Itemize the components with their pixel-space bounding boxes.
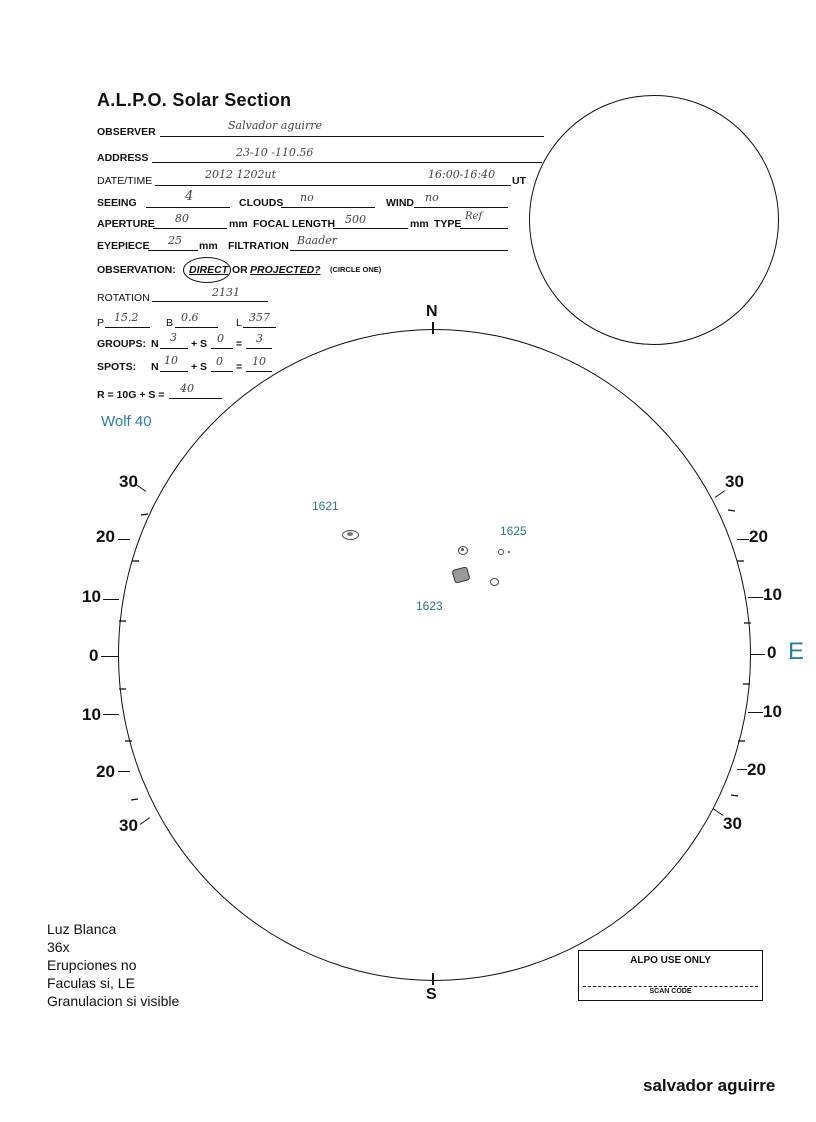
right-tick-mark-10s xyxy=(748,712,763,713)
type-label: TYPE xyxy=(434,218,462,230)
b-value[interactable]: 0.6 xyxy=(181,311,199,324)
ut-label: UT xyxy=(512,175,526,187)
groups-total-value[interactable]: 3 xyxy=(256,332,263,345)
address-label: ADDRESS xyxy=(97,152,149,164)
left-tick-mark-0 xyxy=(101,656,119,657)
direct-option[interactable]: DIRECT xyxy=(189,264,229,276)
sunspot-1625-b xyxy=(498,549,504,555)
projected-option[interactable]: PROJECTED? xyxy=(250,264,321,276)
time-value[interactable]: 16:00-16:40 xyxy=(428,168,496,181)
filtration-value[interactable]: Baader xyxy=(297,234,338,247)
alpo-use-only-box xyxy=(578,950,763,1001)
spots-n-value[interactable]: 10 xyxy=(164,354,178,367)
right-tick-mark-10n xyxy=(748,597,763,598)
right-tick-20-north: 20 xyxy=(749,527,768,546)
groups-n-value[interactable]: 3 xyxy=(170,331,177,344)
right-tick-30-south: 30 xyxy=(723,814,742,833)
spots-n-label: N xyxy=(151,361,159,373)
focal-length-label: FOCAL LENGTH xyxy=(253,218,336,230)
r-label: R = 10G + S = xyxy=(97,389,165,401)
sunspot-1625-c xyxy=(508,551,510,553)
eyepiece-value[interactable]: 25 xyxy=(168,234,182,247)
right-tick-0: 0 xyxy=(767,643,777,662)
groups-s-label: + S xyxy=(191,338,208,350)
p-label: P xyxy=(97,317,105,329)
note-line: 36x xyxy=(47,939,70,955)
north-label: N xyxy=(426,303,438,320)
right-tick-10-south: 10 xyxy=(763,702,782,721)
rotation-label: ROTATION xyxy=(97,292,150,304)
sunspot-1625-a-umbra xyxy=(461,548,464,551)
observer-label: OBSERVER xyxy=(97,126,156,138)
b-label: B xyxy=(166,317,174,329)
signature: salvador aguirre xyxy=(643,1076,776,1095)
clouds-value[interactable]: no xyxy=(300,191,314,204)
left-tick-0: 0 xyxy=(89,646,99,665)
seeing-value[interactable]: 4 xyxy=(185,189,194,204)
clouds-label: CLOUDS xyxy=(239,197,284,209)
observer-value[interactable]: Salvador aguirre xyxy=(228,119,323,132)
note-line: Erupciones no xyxy=(47,957,137,973)
or-label: OR xyxy=(232,264,248,276)
spots-label: SPOTS: xyxy=(97,361,137,373)
left-tick-20-south: 20 xyxy=(96,762,115,781)
right-tick-20-south: 20 xyxy=(747,760,766,779)
groups-eq: = xyxy=(236,338,243,350)
left-tick-10-north: 10 xyxy=(82,587,101,606)
form-title: A.L.P.O. Solar Section xyxy=(97,90,292,110)
left-tick-20-north: 20 xyxy=(96,527,115,546)
sunspot-1623-b xyxy=(490,578,499,586)
left-tick-mark-20n xyxy=(118,539,130,540)
spots-eq: = xyxy=(236,361,243,373)
left-tick-mark-10n xyxy=(103,599,119,600)
right-tick-10-north: 10 xyxy=(763,585,782,604)
l-label: L xyxy=(236,317,242,329)
left-tick-mark-20s xyxy=(118,771,130,772)
focal-value[interactable]: 500 xyxy=(345,213,366,226)
left-tick-30-south: 30 xyxy=(119,816,138,835)
south-label: S xyxy=(426,986,437,1003)
note-line: Faculas si, LE xyxy=(47,975,135,991)
right-tick-mark-20s xyxy=(737,769,747,770)
right-tick-30-north: 30 xyxy=(725,472,744,491)
l-value[interactable]: 357 xyxy=(249,311,270,324)
wolf-number: Wolf 40 xyxy=(101,413,152,430)
p-value[interactable]: 15.2 xyxy=(114,311,139,324)
left-tick-mark-10s xyxy=(103,714,119,715)
groups-s-value[interactable]: 0 xyxy=(217,332,224,345)
alpo-use-only-title: ALPO USE ONLY xyxy=(630,955,711,966)
observation-notes xyxy=(47,920,179,1010)
wind-label: WIND xyxy=(386,197,414,209)
left-tick-10-south: 10 xyxy=(82,705,101,724)
groups-n-label: N xyxy=(151,338,159,350)
groups-label: GROUPS: xyxy=(97,338,147,350)
seeing-label: SEEING xyxy=(97,197,137,209)
sunspot-1621-umbra xyxy=(347,532,353,536)
filtration-label: FILTRATION xyxy=(228,240,289,252)
label-1625: 1625 xyxy=(500,524,527,538)
datetime-label: DATE/TIME xyxy=(97,175,153,187)
right-tick-mark-20n xyxy=(737,539,749,540)
eyepiece-label: EYEPIECE xyxy=(97,240,150,252)
observation-label: OBSERVATION: xyxy=(97,264,176,276)
datetime-value[interactable]: 2012 1202ut xyxy=(205,168,276,181)
aperture-value[interactable]: 80 xyxy=(175,212,189,225)
circle-one-hint: (CIRCLE ONE) xyxy=(330,265,382,274)
type-value[interactable]: Ref xyxy=(465,211,483,222)
spots-total-value[interactable]: 10 xyxy=(252,355,266,368)
note-line: Granulacion si visible xyxy=(47,993,180,1009)
label-1623: 1623 xyxy=(416,599,443,613)
aperture-label: APERTURE xyxy=(97,218,155,230)
mm-label-2: mm xyxy=(410,218,429,230)
r-value[interactable]: 40 xyxy=(180,382,194,395)
scan-code-line xyxy=(583,986,758,987)
mm-label-3: mm xyxy=(199,240,218,252)
note-line: Luz Blanca xyxy=(47,921,117,937)
spots-s-value[interactable]: 0 xyxy=(216,355,223,368)
label-1621: 1621 xyxy=(312,499,339,513)
mm-label-1: mm xyxy=(229,218,248,230)
left-tick-30-north: 30 xyxy=(119,472,138,491)
wind-value[interactable]: no xyxy=(425,191,439,204)
rotation-value[interactable]: 2131 xyxy=(212,286,240,299)
scan-code-label: SCAN CODE xyxy=(649,988,692,995)
right-tick-mark-0 xyxy=(750,654,765,655)
address-value[interactable]: 23-10 -110.56 xyxy=(236,146,314,159)
east-label: E xyxy=(788,638,805,665)
spots-s-label: + S xyxy=(191,361,208,373)
